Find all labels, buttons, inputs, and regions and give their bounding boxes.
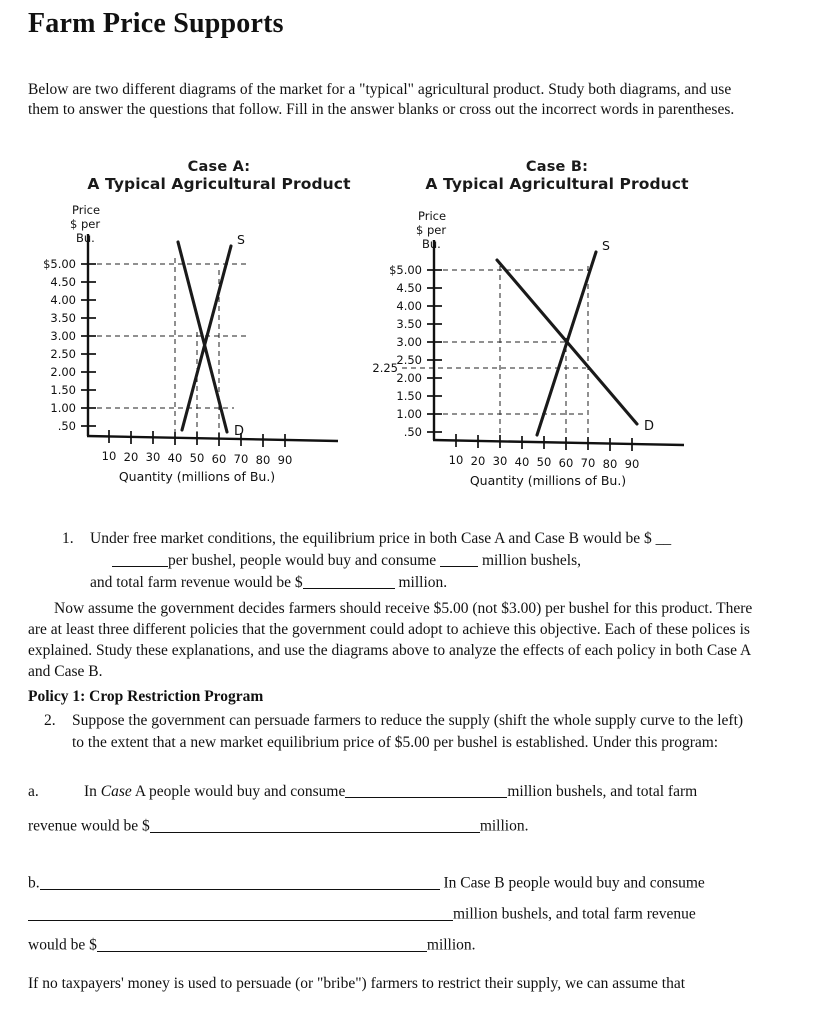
case-b-price-caption-3: Bu.: [422, 237, 441, 252]
case-a-guides: [88, 258, 248, 438]
case-a-xtick-60: 60: [211, 452, 227, 467]
question-1-line2: [112, 550, 762, 572]
case-a-xtick-10: 10: [101, 449, 117, 464]
question-2-number: 2.: [44, 712, 56, 729]
part-b-marker: b.: [28, 874, 40, 892]
question-1: [62, 528, 762, 594]
case-b-ytick-1-00: 1.00: [396, 407, 422, 422]
case-b-ytick-4-00: 4.00: [396, 299, 422, 314]
part-a-italic-word: Case: [100, 783, 132, 800]
part-b-row3-after: million.: [426, 936, 476, 954]
case-a-xtick-30: 30: [145, 450, 161, 465]
answer-blank-a-revenue[interactable]: [150, 816, 480, 833]
case-b-supply-label: S: [602, 238, 610, 254]
case-a-price-caption-2: $ per: [70, 217, 101, 232]
question-1-body: [90, 528, 762, 594]
case-b-svg: [372, 192, 712, 489]
case-a-xtick-80: 80: [255, 453, 271, 468]
case-a-supply-curve: [182, 246, 231, 430]
case-a-heading-line1: Case A:: [187, 159, 251, 175]
case-a-xtick-90: 90: [277, 453, 293, 468]
figure-case-a: [26, 159, 366, 485]
answer-blank-b-2[interactable]: [28, 904, 453, 921]
part-a-text-after: A people would buy and consume: [131, 783, 346, 800]
case-b-ytick-4-50: 4.50: [396, 281, 422, 296]
paragraph-now-assume: Now assume the government decides farmers should receive $5.00 (not $3.00) per bushel for this product. There are at least three different policies that the government could adopt to achieve this objective. Each of these polices is explained. Study these explanations, and use the diagrams above to analyze the effects of each policy in both Case A and Case B.: [28, 600, 753, 681]
closing-paragraph: If no taxpayers' money is used to persuade (or "bribe") farmers to restrict their supply, we can assume that: [28, 975, 686, 992]
case-a-supply-label: S: [237, 232, 245, 248]
case-b-x-axis-label: Quantity (millions of Bu.): [469, 473, 627, 489]
case-a-ytick-0-50: .50: [57, 419, 76, 434]
case-a-heading-line2: A Typical Agricultural Product: [87, 174, 351, 193]
case-a-ytick-4-00: 4.00: [50, 293, 76, 308]
case-b-ytick-0-50: .50: [403, 425, 422, 440]
question-2: [44, 710, 756, 754]
part-a-line2: [28, 816, 772, 836]
part-b: [28, 873, 798, 966]
case-b-ytick-3-50: 3.50: [396, 317, 422, 332]
figure-case-a-heading: [26, 160, 366, 192]
case-a-ytick-4-50: 4.50: [50, 275, 76, 290]
case-a-svg: [26, 192, 366, 485]
part-a-marker: a.: [28, 783, 39, 800]
case-b-x-axis: [433, 440, 684, 445]
case-a-ytick-1-00: 1.00: [50, 401, 76, 416]
answer-blank-b-3[interactable]: [97, 935, 427, 952]
case-a-ytick-2-00: 2.00: [50, 365, 76, 380]
case-b-extra-price-label: 2.25: [372, 361, 398, 376]
question-1-line1: Under free market conditions, the equilibrium price in both Case A and Case B would be $ __: [90, 530, 672, 547]
case-a-xtick-50: 50: [189, 451, 205, 466]
answer-blank-quantity[interactable]: [440, 551, 478, 568]
question-1-line2-tail: million bushels,: [481, 552, 581, 569]
case-b-xtick-40: 40: [514, 455, 530, 470]
case-a-ytick-3-00: 3.00: [50, 329, 76, 344]
case-b-xtick-10: 10: [448, 453, 464, 468]
question-1-line3-tail: million.: [398, 574, 448, 591]
answer-blank-price[interactable]: [112, 551, 168, 568]
part-b-row-3: [28, 935, 798, 953]
question-2-body: Suppose the government can persuade farmers to reduce the supply (shift the whole supply curve to the left) to the extent that a new market equilibrium price of $5.00 per bushel is established. Under this program:: [72, 712, 744, 751]
case-a-x-axis: [87, 436, 338, 441]
case-a-x-ticklabels: [102, 449, 293, 467]
case-b-xtick-70: 70: [580, 456, 596, 471]
case-b-xtick-20: 20: [470, 454, 486, 469]
case-a-ytick-3-50: 3.50: [50, 311, 76, 326]
case-b-xtick-90: 90: [624, 457, 640, 472]
part-a-text-mid: million bushels, and total farm: [507, 783, 698, 800]
part-a-text-before: In: [84, 783, 101, 800]
case-b-ytick-2-50: 2.50: [396, 353, 422, 368]
case-a-y-ticklabels: [43, 257, 76, 433]
case-b-ytick-5-00: $5.00: [389, 263, 422, 278]
part-b-row3-before: would be $: [28, 936, 97, 954]
case-b-xtick-30: 30: [492, 454, 508, 469]
case-a-price-caption-1: Price: [72, 203, 101, 218]
figure-case-b-heading: [372, 160, 712, 192]
case-b-y-ticklabels: [389, 263, 422, 439]
case-b-plot: [372, 192, 712, 489]
case-b-price-caption-1: Price: [418, 209, 447, 224]
part-a-line2-after: million.: [479, 817, 529, 835]
case-b-price-caption-2: $ per: [416, 223, 447, 238]
case-a-plot: [26, 192, 366, 485]
case-a-xtick-20: 20: [123, 450, 139, 465]
case-a-x-axis-label: Quantity (millions of Bu.): [118, 469, 276, 485]
case-b-x-ticklabels: [449, 453, 640, 471]
case-b-xtick-60: 60: [558, 456, 574, 471]
answer-blank-b-1[interactable]: [40, 873, 440, 890]
question-1-line3-text: and total farm revenue would be $: [90, 574, 303, 591]
case-a-ytick-5-00: $5.00: [43, 257, 76, 272]
part-a-line2-before: revenue would be $: [28, 817, 150, 835]
case-a-xtick-70: 70: [233, 452, 249, 467]
answer-blank-revenue[interactable]: [303, 573, 395, 590]
diagrams-row: [0, 160, 826, 500]
case-b-ytick-1-50: 1.50: [396, 389, 422, 404]
page-title: Farm Price Supports: [28, 8, 284, 39]
case-b-guides: [402, 266, 588, 442]
answer-blank-a-quantity[interactable]: [345, 782, 507, 799]
part-b-row-2: [28, 904, 798, 922]
case-b-xtick-80: 80: [602, 457, 618, 472]
case-b-heading-line1: Case B:: [525, 159, 589, 175]
case-a-ytick-2-50: 2.50: [50, 347, 76, 362]
case-b-ytick-2-00: 2.00: [396, 371, 422, 386]
part-b-row2-text: million bushels, and total farm revenue: [453, 905, 696, 923]
case-b-xtick-50: 50: [536, 455, 552, 470]
question-1-number: 1.: [62, 530, 74, 547]
case-a-demand-label: D: [234, 424, 245, 440]
case-b-ytick-3-00: 3.00: [396, 335, 422, 350]
part-a: [28, 781, 772, 803]
case-a-ytick-1-50: 1.50: [50, 383, 76, 398]
case-b-heading-line2: A Typical Agricultural Product: [425, 174, 689, 193]
figure-case-b: [372, 159, 712, 489]
part-b-row1-text: In Case B people would buy and consume: [443, 874, 705, 892]
part-b-row-1: [28, 873, 798, 891]
question-1-line3: [90, 572, 762, 594]
intro-paragraph: Below are two different diagrams of the market for a "typical" agricultural product. Study both diagrams, and use them to answer the questions that follow. Fill in the answer blanks or cross out the incorrect words in parentheses.: [28, 81, 735, 119]
question-1-line2-text: per bushel, people would buy and consume: [168, 552, 437, 569]
policy-1-heading: Policy 1: Crop Restriction Program: [28, 688, 264, 705]
case-a-price-caption-3: Bu.: [76, 231, 95, 246]
case-b-demand-label: D: [644, 419, 655, 435]
case-a-demand-curve: [178, 242, 227, 432]
case-a-xtick-40: 40: [167, 451, 183, 466]
